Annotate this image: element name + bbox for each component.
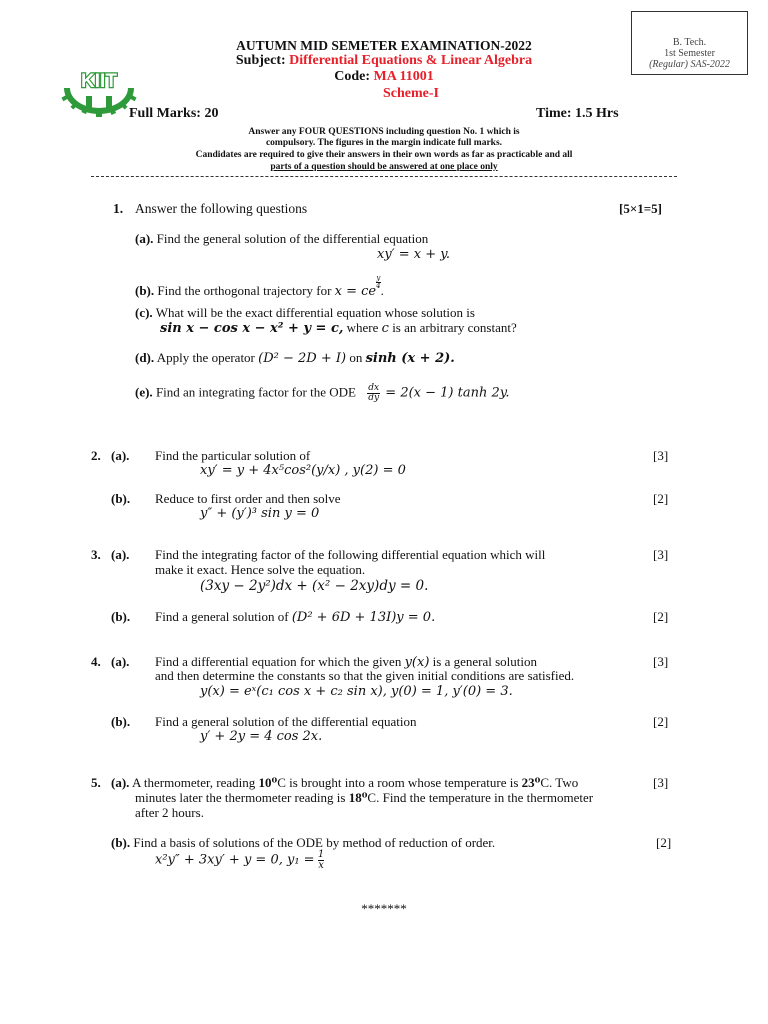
q5b-fraction: $\frac{1}{x}$ (317, 849, 325, 871)
code-value: MA 11001 (373, 69, 434, 84)
q1c-text: What will be the exact differential equation whose solution is (155, 305, 475, 320)
q3b-marks: [2] (653, 609, 669, 624)
q1e-fraction: $\frac{dx}{dy}$ (368, 383, 380, 403)
q1b-label: (b). (135, 283, 155, 298)
logo-text: KIIT (81, 71, 117, 92)
q1c-label: (c). (135, 305, 153, 320)
q1e-label: (e). (135, 384, 153, 400)
q1a-label: (a). (135, 231, 154, 246)
q1d-equation: sinh (x + 2). (365, 351, 455, 366)
instruction-line: parts of a question should be answered at one place only (270, 162, 498, 172)
q4-number: 4. (91, 654, 101, 669)
q1a-text: Find the general solution of the differential equation (156, 231, 429, 246)
q5a-line2: minutes later the thermometer reading is 18⁰C. Find the temperature in the thermometer (135, 790, 594, 805)
q4b-label: (b). (111, 714, 131, 729)
q4b-text: Find a general solution of the differential equation (155, 714, 417, 729)
q4a-text2: and then determine the constants so that the given initial conditions are satisfied. (155, 668, 575, 683)
q1b-exponent: $\frac{y}{4}$ (376, 274, 381, 290)
q5a-line3: after 2 hours. (135, 805, 204, 820)
subject-line (0, 53, 768, 69)
q3a-equation: (3xy − 2y²)dx + (x² − 2xy)dy = 0. (200, 578, 429, 594)
q5a-line1: (a). A thermometer, reading 10⁰C is brought into a room whose temperature is 23⁰C. Two (111, 775, 579, 790)
q5b-line (111, 835, 495, 851)
q2a-equation: xy′ = y + 4x⁵cos²(y/x) , y(2) = 0 (200, 463, 406, 478)
q2b-text: Reduce to first order and then solve (155, 491, 341, 506)
q3b-text: Find a general solution of (155, 609, 289, 624)
program-semester: 1st Semester (664, 48, 715, 59)
q4a-marks: [3] (653, 654, 669, 669)
q1d-text: Apply the operator (156, 350, 255, 365)
exam-title: AUTUMN MID SEMETER EXAMINATION-2022 (236, 38, 532, 53)
q1b-line: (b). Find the orthogonal trajectory for x = ce $\frac{y}{4}$ . (135, 274, 384, 299)
q1e-equation: = 2(x − 1) tanh 2y. (385, 385, 510, 401)
instruction-line: Candidates are required to give their answers in their own words as far as practicable and all (195, 150, 573, 160)
q1e-line (135, 384, 510, 403)
q1-text: Answer the following questions (135, 201, 308, 216)
q5-number: 5. (91, 775, 101, 790)
q2a-marks: [3] (653, 448, 669, 463)
q1a-equation: xy′ = x + y. (377, 247, 451, 262)
q4b-marks: [2] (653, 714, 669, 729)
q2a-text: Find the particular solution of (155, 448, 311, 463)
q1-marks: [5×1=5] (619, 201, 662, 216)
q4a-text: Find a differential equation for which the given (155, 654, 402, 669)
q1c-equation: sin x − cos x − x² + y = c, (160, 321, 344, 336)
q1d-operator: (D² − 2D + I) (258, 351, 347, 366)
code-label: Code: (334, 69, 370, 84)
divider (91, 176, 677, 177)
q1d-line: (d). Apply the operator (D² − 2D + I) on sinh (x + 2). (135, 350, 455, 366)
scheme: Scheme-I (383, 86, 439, 101)
q5b-label: (b). (111, 835, 131, 850)
q4b-equation: y′ + 2y = 4 cos 2x. (200, 729, 323, 744)
q2a-label: (a). (111, 448, 130, 463)
q1b-equation: x = ce (334, 284, 377, 299)
program-session: (Regular) SAS-2022 (649, 59, 730, 70)
q1d-label: (d). (135, 350, 155, 365)
q2b-label: (b). (111, 491, 131, 506)
q2b-marks: [2] (653, 491, 669, 506)
q1-number: 1. (113, 201, 124, 216)
q3b-label: (b). (111, 609, 131, 624)
program-degree: B. Tech. (672, 37, 707, 48)
q3b-equation: (D² + 6D + 13I)y = 0. (291, 610, 436, 625)
q4a-line1: Find a differential equation for which the given y(x) is a general solution (155, 654, 537, 670)
q5b-equation-line (155, 850, 324, 871)
q5a-label: (a). (111, 775, 130, 790)
q4a-label: (a). (111, 654, 130, 669)
q5a-marks: [3] (653, 775, 669, 790)
time-allowed: Time: 1.5 Hrs (536, 106, 619, 121)
q5b-text: Find a basis of solutions of the ODE by method of reduction of order. (133, 835, 496, 850)
q3a-marks: [3] (653, 547, 669, 562)
q5b-marks: [2] (656, 835, 672, 850)
q1a-line (135, 231, 428, 247)
q3a-text: Find the integrating factor of the following differential equation which will (155, 547, 546, 562)
q1b-text: Find the orthogonal trajectory for (157, 283, 332, 298)
q1c-line (135, 305, 475, 321)
subject-value: Differential Equations & Linear Algebra (289, 53, 533, 68)
instruction-line: Answer any FOUR QUESTIONS including question No. 1 which is (248, 127, 520, 137)
q2-number: 2. (91, 448, 101, 463)
q3b-line (155, 609, 435, 625)
subject-label: Subject: (235, 53, 286, 68)
end-marker: ******* (361, 901, 407, 916)
q1e-text: Find an integrating factor for the ODE (155, 384, 356, 400)
full-marks: Full Marks: 20 (129, 106, 219, 121)
q3a-text2: make it exact. Hence solve the equation. (155, 562, 366, 577)
instruction-line: compulsory. The figures in the margin indicate full marks. (265, 138, 503, 148)
q3-number: 3. (91, 547, 101, 562)
q3a-label: (a). (111, 547, 130, 562)
code-line (0, 69, 768, 85)
q5b-equation: x²y″ + 3xy′ + y = 0, y₁ = (155, 852, 315, 868)
q4a-equation: y(x) = eˣ(c₁ cos x + c₂ sin x), y(0) = 1, y′(0) = 3. (200, 684, 513, 699)
q1c-line2: sin x − cos x − x² + y = c, where c is an arbitrary constant? (160, 320, 517, 336)
q2b-equation: y″ + (y′)³ sin y = 0 (200, 506, 320, 521)
